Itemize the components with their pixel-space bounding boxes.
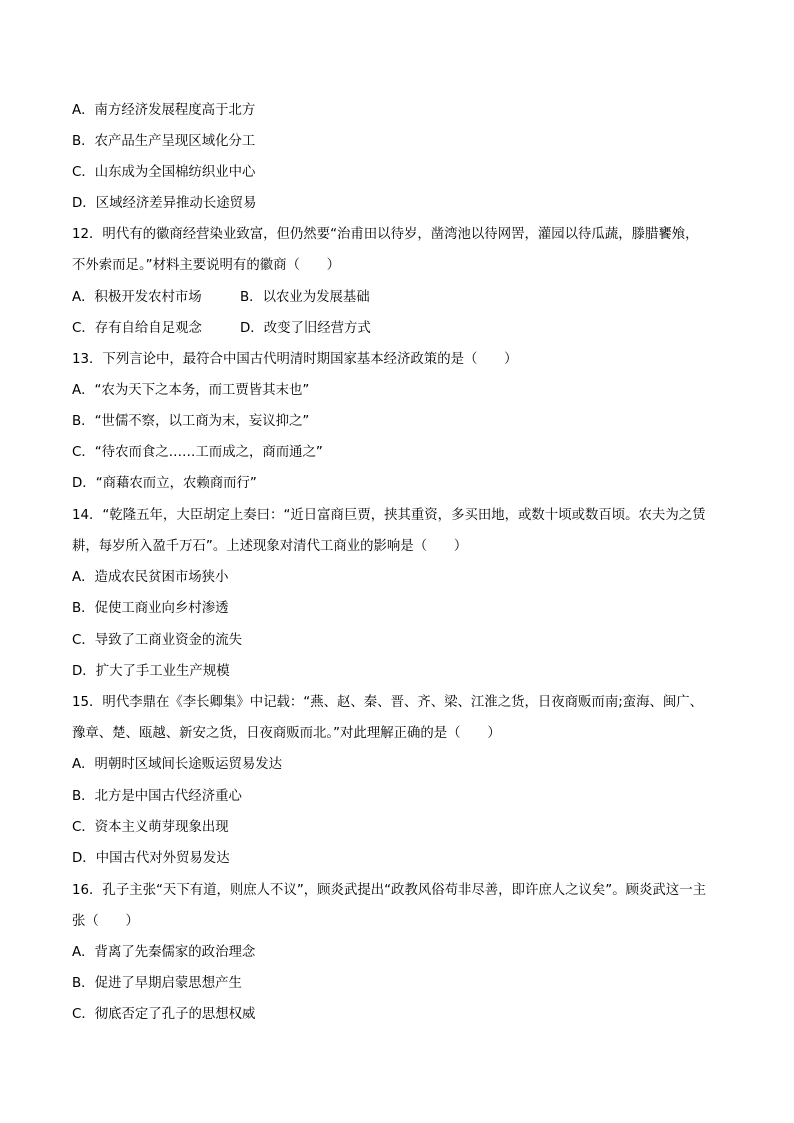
- q13-stem: 13．下列言论中，最符合中国古代明清时期国家基本经济政策的是（ ）: [72, 352, 518, 367]
- q12-options-row-2: [72, 319, 740, 339]
- q14-option-b: B．促使工商业向乡村渗透: [72, 601, 229, 616]
- q14-stem-line-2: 耕，每岁所入盈千万石”。上述现象对清代工商业的影响是（ ）: [72, 539, 468, 554]
- q12-stem-line-2: 不外索而足。”材料主要说明有的徽商（ ）: [72, 258, 341, 273]
- q13-option-c: C．“待农而食之……工而成之，商而通之”: [72, 445, 323, 460]
- q11-option-b: B．农产品生产呈现区域化分工: [72, 134, 256, 149]
- q12-option-d: D．改变了旧经营方式: [240, 321, 371, 336]
- q11-option-d: D．区域经济差异推动长途贸易: [72, 196, 257, 211]
- q12-option-c: C．存有自给自足观念: [72, 321, 202, 336]
- q11-option-c: C．山东成为全国棉纺织业中心: [72, 165, 256, 180]
- q14-stem-line-1: 14．“乾隆五年，大臣胡定上奏曰：“近日富商巨贾，挟其重资，多买田地，或数十顷或数百顷。农夫为之赁: [72, 508, 706, 523]
- q15-option-a: A．明朝时区域间长途贩运贸易发达: [72, 757, 283, 772]
- q13-option-d: D．“商藉农而立，农赖商而行”: [72, 476, 257, 491]
- q16-option-a: A．背离了先秦儒家的政治理念: [72, 945, 256, 960]
- q16-stem-line-1: 16．孔子主张“天下有道，则庶人不议”，顾炎武提出“政教风俗苟非尽善，即许庶人之议矣”。顾炎武这一主: [72, 883, 706, 898]
- q15-stem-line-2: 豫章、楚、瓯越、新安之货，日夜商贩而北。”对此理解正确的是（ ）: [72, 726, 501, 741]
- q12-option-a: A．积极开发农村市场: [72, 290, 202, 305]
- q12-option-b: B．以农业为发展基础: [240, 290, 370, 305]
- q12-stem-line-1: 12．明代有的徽商经营染业致富，但仍然要“治甫田以待岁，凿湾池以待网罟，灌园以待瓜蔬，滕腊饔飧，: [72, 227, 699, 242]
- q14-option-a: A．造成农民贫困市场狭小: [72, 570, 229, 585]
- q14-option-c: C．导致了工商业资金的流失: [72, 633, 243, 648]
- q12-options-row-1: [72, 288, 740, 308]
- q16-option-b: B．促进了早期启蒙思想产生: [72, 976, 242, 991]
- q16-option-c: C．彻底否定了孔子的思想权威: [72, 1007, 256, 1022]
- q15-stem-line-1: 15．明代李鼎在《李长卿集》中记载：“燕、赵、秦、晋、齐、梁、江淮之货，日夜商贩而南;蛮海、闽广、: [72, 695, 704, 710]
- q15-option-d: D．中国古代对外贸易发达: [72, 851, 230, 866]
- q16-stem-line-2: 张（ ）: [72, 914, 139, 929]
- q11-option-a: A．南方经济发展程度高于北方: [72, 103, 256, 118]
- q15-option-b: B．北方是中国古代经济重心: [72, 789, 242, 804]
- q14-option-d: D．扩大了手工业生产规模: [72, 664, 230, 679]
- q13-option-a: A．“农为天下之本务，而工贾皆其末也”: [72, 383, 310, 398]
- q15-option-c: C．资本主义萌芽现象出现: [72, 820, 229, 835]
- q13-option-b: B．“世儒不察，以工商为末，妄议抑之”: [72, 414, 310, 429]
